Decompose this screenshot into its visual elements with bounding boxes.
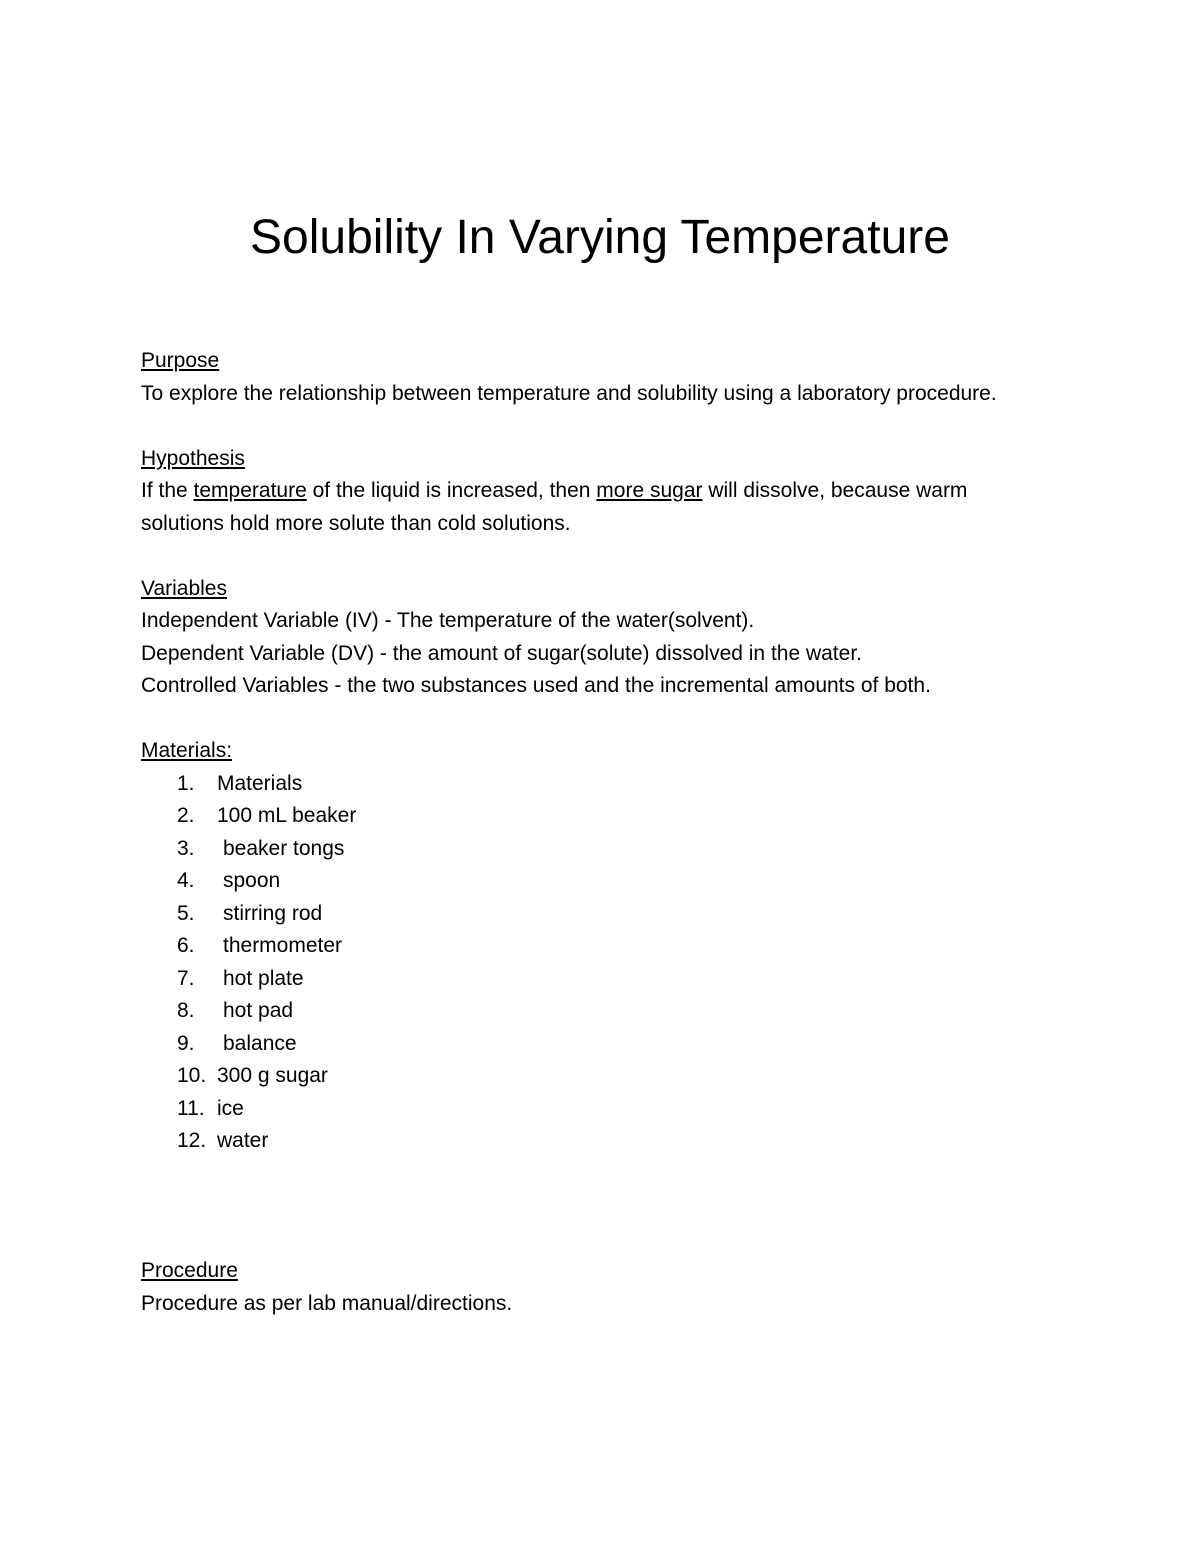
materials-list xyxy=(141,768,1061,1158)
hypothesis-underline-more-sugar: more sugar xyxy=(596,479,703,502)
hypothesis-part-1: If the xyxy=(141,479,194,502)
list-item: 9. balance xyxy=(177,1031,297,1055)
purpose-heading: Purpose xyxy=(141,349,220,372)
hypothesis-part-3: will dissolve, because warm solutions hold more solute than cold solutions. xyxy=(141,479,968,535)
list-item: 1. Materials xyxy=(177,771,303,795)
variables-heading: Variables xyxy=(141,576,227,600)
list-item: 11. ice xyxy=(177,1096,244,1120)
document-title: Solubility In Varying Temperature xyxy=(250,211,950,264)
purpose-text: To explore the relationship between temperature and solubility using a laboratory procedure. xyxy=(141,381,997,405)
dependent-variable: Dependent Variable (DV) - the amount of sugar(solute) dissolved in the water. xyxy=(141,641,862,665)
document-body xyxy=(141,345,1061,1320)
hypothesis-text xyxy=(141,475,1021,540)
hypothesis-heading: Hypothesis xyxy=(141,446,245,470)
materials-heading: Materials: xyxy=(141,739,233,762)
list-item: 4. spoon xyxy=(177,869,281,892)
procedure-text: Procedure as per lab manual/directions. xyxy=(141,1291,513,1315)
list-item: 5. stirring rod xyxy=(177,901,323,925)
procedure-heading: Procedure xyxy=(141,1259,238,1282)
list-item: 2. 100 mL beaker xyxy=(177,804,357,827)
independent-variable: Independent Variable (IV) - The temperature of the water(solvent). xyxy=(141,609,755,632)
list-item: 8. hot pad xyxy=(177,999,294,1022)
list-item: 12. water xyxy=(177,1129,269,1152)
controlled-variables: Controlled Variables - the two substances used and the incremental amounts of both. xyxy=(141,674,931,697)
list-item: 10. 300 g sugar xyxy=(177,1064,328,1087)
list-item: 6. thermometer xyxy=(177,934,343,957)
hypothesis-part-2: of the liquid is increased, then xyxy=(306,479,597,502)
list-item: 3. beaker tongs xyxy=(177,836,345,860)
hypothesis-underline-temperature: temperature xyxy=(193,479,307,502)
list-item: 7. hot plate xyxy=(177,966,304,990)
